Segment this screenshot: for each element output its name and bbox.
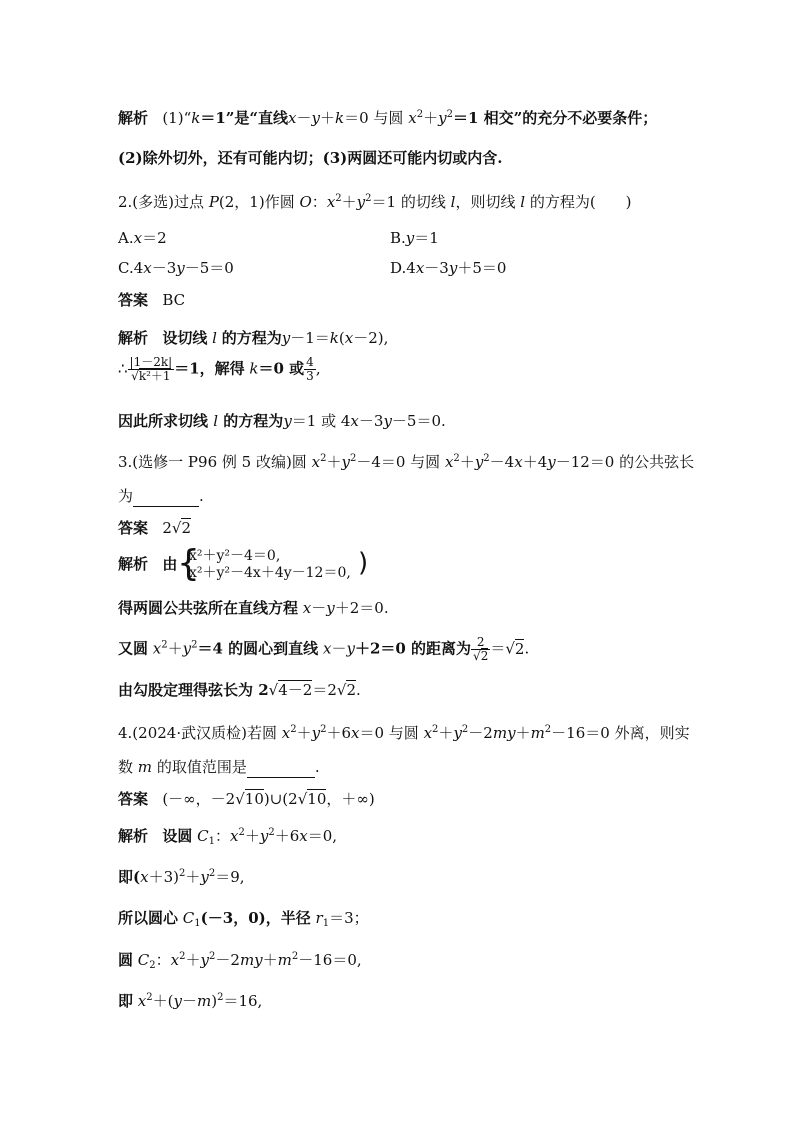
question-4-stem-line-2: 数 m 的取值范围是 . bbox=[118, 758, 320, 776]
solution-4-line-3: 所以圆心 $C_1(-3$，0)，半径 $r_1=3$； bbox=[118, 909, 369, 929]
answer-2: 答案 BC bbox=[118, 291, 186, 309]
option-a: A.x＝2 bbox=[118, 229, 167, 247]
answer-3: 答案 2√2 bbox=[118, 519, 191, 537]
system-close-paren: ) bbox=[358, 548, 369, 578]
solution-line-2: (2)除外切外，还有可能内切；(3)两圆还可能内切或内含. bbox=[118, 149, 503, 167]
option-c: C.4x－3y－5＝0 bbox=[118, 259, 234, 277]
solution-4-line-1: 解析 设圆 $C_1$：$x^2+y^2+6x=0$, bbox=[118, 827, 338, 847]
answer-blank[interactable] bbox=[133, 492, 199, 507]
solution-2-line-3: 因此所求切线 l 的方程为y＝1 或 4x－3y－5＝0. bbox=[118, 412, 446, 430]
question-4-stem-line-1: 4.(2024·武汉质检)若圆 $x^2+y^2+6x=0$ 与圆 $x^2+y^2-2my+m^2-16=0$ 外离，则实 bbox=[118, 724, 690, 742]
system-equation-2: x²＋y²－4x＋4y－12＝0, bbox=[189, 565, 351, 581]
answer-4: 答案 (－∞，－2√10)∪(2√10，＋∞) bbox=[118, 790, 375, 808]
solution-line-1: 解析 (1)“k＝1”是“直线x－y＋k＝0 与圆 $x^2+y^2=1$ 相交”的充分不必要条件； bbox=[118, 109, 658, 127]
fraction: $\frac{|1-2k|}{\text{√k²＋1}}$ bbox=[129, 355, 173, 383]
fraction-four-thirds: $\frac{4}{3}$ bbox=[306, 355, 314, 383]
option-d: D.4x－3y＋5＝0 bbox=[390, 259, 507, 277]
solution-2-line-1: 解析 设切线 l 的方程为y－1＝k(x－2), bbox=[118, 329, 389, 347]
label-analysis: 解析 bbox=[118, 109, 149, 127]
solution-4-line-5: 即 $x^2+(y-m)^2=16$, bbox=[118, 992, 263, 1010]
option-b: B.y＝1 bbox=[390, 229, 439, 247]
question-2-stem: 2.(多选)过点 P(2，1)作圆 O：$x^2+y^2=1$ 的切线 l，则切线 l 的方程为( ) bbox=[118, 193, 632, 211]
solution-3-line-4: 由勾股定理得弦长为 2√4－2＝2√2. bbox=[118, 681, 361, 699]
solution-2-line-2: ∴ $\frac{|1-2k|}{\text{√k²＋1}}$ ＝1，解得 k＝0 或 $\frac{4}{3}$ , bbox=[118, 355, 321, 383]
question-3-stem-line-1: 3.(选修一 P96 例 5 改编)圆 $x^2+y^2-4=0$ 与圆 $x^2+y^2-4x+4y-12=0$ 的公共弦长 bbox=[118, 453, 695, 471]
solution-3-label: 解析 由 bbox=[118, 555, 178, 573]
solution-3-line-2: 得两圆公共弦所在直线方程 x－y＋2＝0. bbox=[118, 599, 389, 617]
answer-blank[interactable] bbox=[247, 763, 315, 778]
fraction-2-over-root2: $\frac{2}{√2}$ bbox=[473, 635, 489, 663]
question-3-stem-line-2: 为 . bbox=[118, 487, 204, 505]
solution-3-line-3: 又圆 $x^2+y^2=4$ 的圆心到直线 x－y＋2＝0 的距离为 $\frac{2}{√2}$ ＝√2. bbox=[118, 635, 530, 663]
system-equation-1: x²＋y²－4＝0, bbox=[189, 548, 281, 564]
system-brace: { bbox=[177, 543, 200, 584]
solution-4-line-4: 圆 $C_2$：$x^2+y^2-2my+m^2-16=0$, bbox=[118, 951, 362, 971]
solution-4-line-2: 即$(x+3)^2+y^2=9$, bbox=[118, 868, 245, 886]
